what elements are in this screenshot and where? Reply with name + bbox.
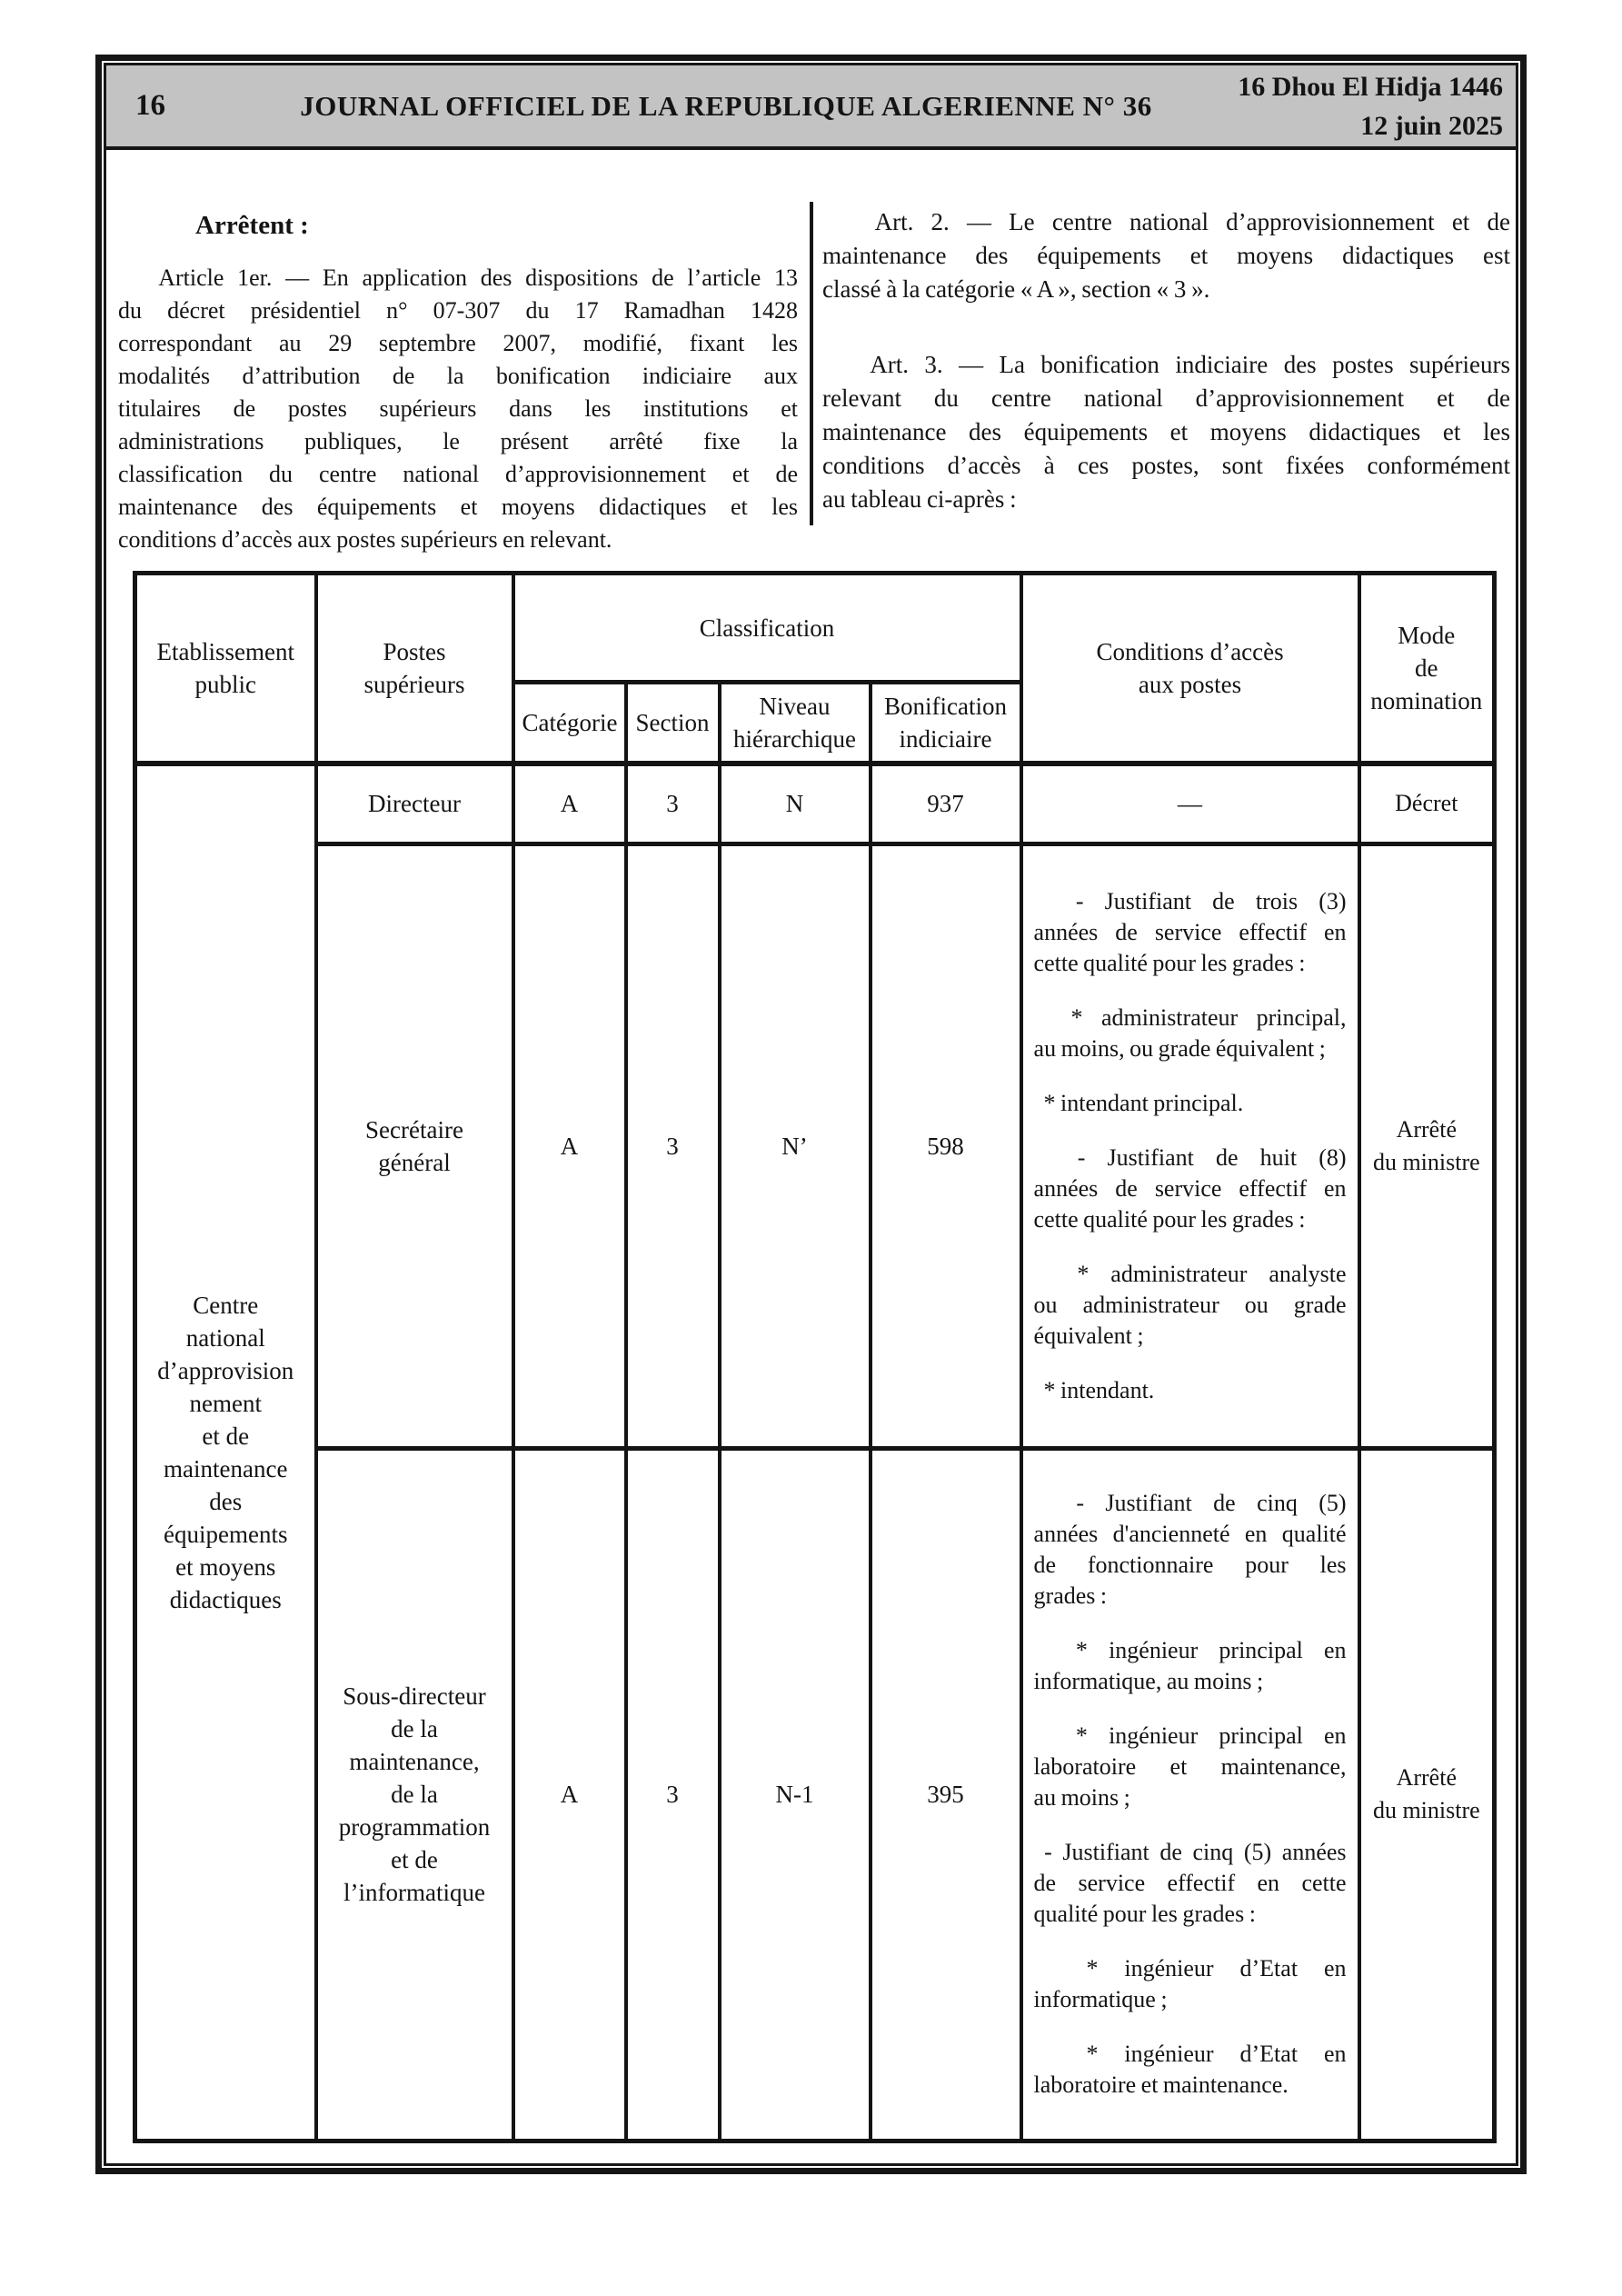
- date-gregorian: 12 juin 2025: [1360, 110, 1503, 141]
- column-divider-rule: [810, 202, 813, 525]
- masthead-band: [106, 65, 1516, 150]
- col-header-classification: Classification: [513, 574, 1021, 683]
- article-1-paragraph: Article 1er. — En application des dispositions de l’article 13 du décret présidentiel n° 07-307 du 17 Ramadhan 1428 correspondant au 29 septembre 2007, modifié, fixant les modalités d’attribution de la bonification indiciaire aux titulaires de postes supérieurs dans les institutions et administrations publiques, le présent arrêté fixe la classification du centre national d’approvisionnement et de maintenance des équipements et moyens didactiques et les conditions d’accès aux postes supérieurs en relevant.: [118, 265, 798, 553]
- level-cell-row3: N-1: [720, 1448, 871, 2141]
- journal-title: JOURNAL OFFICIEL DE LA REPUBLIQUE ALGERIENNE N° 36: [300, 89, 1152, 122]
- category-cell-row2: A: [513, 844, 626, 1448]
- article-2-paragraph: Art. 2. — Le centre national d’approvisionnement et de maintenance des équipements et moyens didactiques est classé à la catégorie « A », section « 3 ».: [822, 208, 1510, 303]
- col-header-niveau-hierarchique: Niveau hiérarchique: [720, 683, 871, 764]
- bonus-cell-row2: 598: [871, 844, 1021, 1448]
- col-header-etablissement: Etablissement public: [135, 574, 316, 764]
- section-cell-row1: 3: [626, 764, 720, 844]
- category-cell-row1: A: [513, 764, 626, 844]
- issue-dates: [1189, 67, 1516, 145]
- section-cell-row2: 3: [626, 844, 720, 1448]
- classification-table-wrapper: [133, 571, 1492, 2143]
- col-header-postes-superieurs: Postes supérieurs: [316, 574, 513, 764]
- page-number: 16: [135, 89, 165, 122]
- category-cell-row3: A: [513, 1448, 626, 2141]
- conditions-cell-row3: - Justifiant de cinq (5) années d'ancienneté en qualité de fonctionnaire pour les grades : * ingénieur principal en informatique, au moins ; * ingénieur principal en laboratoire et maintenance, au moins ; - Justifiant de cinq (5) années de service effectif en cette qualité pour les grades : * ingénieur d’Etat en informatique ; * ingénieur d’Etat en laboratoire et maintenance.: [1021, 1448, 1359, 2141]
- left-text-column: [118, 209, 798, 556]
- establishment-cell: Centre national d’approvision nement et de maintenance des équipements et moyens didactiques: [135, 764, 316, 2141]
- level-cell-row2: N’: [720, 844, 871, 1448]
- article-3-paragraph: Art. 3. — La bonification indiciaire des postes supérieurs relevant du centre national d’approvisionnement et de maintenance des équipements et moyens didactiques et les conditions d’accès à ces postes, sont fixées conformément au tableau ci-après :: [822, 351, 1510, 513]
- mode-cell-row2: Arrêté du ministre: [1359, 844, 1495, 1448]
- date-hijri: 16 Dhou El Hidja 1446: [1238, 71, 1503, 102]
- mode-cell-row1: Décret: [1359, 764, 1495, 844]
- post-cell-secretaire-general: Secrétaire général: [316, 844, 513, 1448]
- post-cell-directeur: Directeur: [316, 764, 513, 844]
- post-cell-sous-directeur: Sous-directeur de la maintenance, de la programmation et de l’informatique: [316, 1448, 513, 2141]
- col-header-categorie: Catégorie: [513, 683, 626, 764]
- paragraph-spacer: [822, 306, 1510, 348]
- mode-cell-row3: Arrêté du ministre: [1359, 1448, 1495, 2141]
- bonus-cell-row3: 395: [871, 1448, 1021, 2141]
- section-cell-row3: 3: [626, 1448, 720, 2141]
- col-header-section: Section: [626, 683, 720, 764]
- col-header-mode-nomination: Mode de nomination: [1359, 574, 1495, 764]
- bonus-cell-row1: 937: [871, 764, 1021, 844]
- right-text-column: [822, 205, 1510, 516]
- classification-table: [133, 571, 1497, 2143]
- arretent-heading: Arrêtent :: [195, 211, 309, 240]
- col-header-conditions-acces: Conditions d’accès aux postes: [1021, 574, 1359, 764]
- level-cell-row1: N: [720, 764, 871, 844]
- conditions-cell-row1: —: [1021, 764, 1359, 844]
- conditions-cell-row2: - Justifiant de trois (3) années de service effectif en cette qualité pour les grades : * administrateur principal, au moins, ou grade équivalent ; * intendant principal. - Justifiant de huit (8) années de service effectif en cette qualité pour les grades : * administrateur analyste ou administrateur ou grade équivalent ; * intendant.: [1021, 844, 1359, 1448]
- col-header-bonification-indiciaire: Bonification indiciaire: [871, 683, 1021, 764]
